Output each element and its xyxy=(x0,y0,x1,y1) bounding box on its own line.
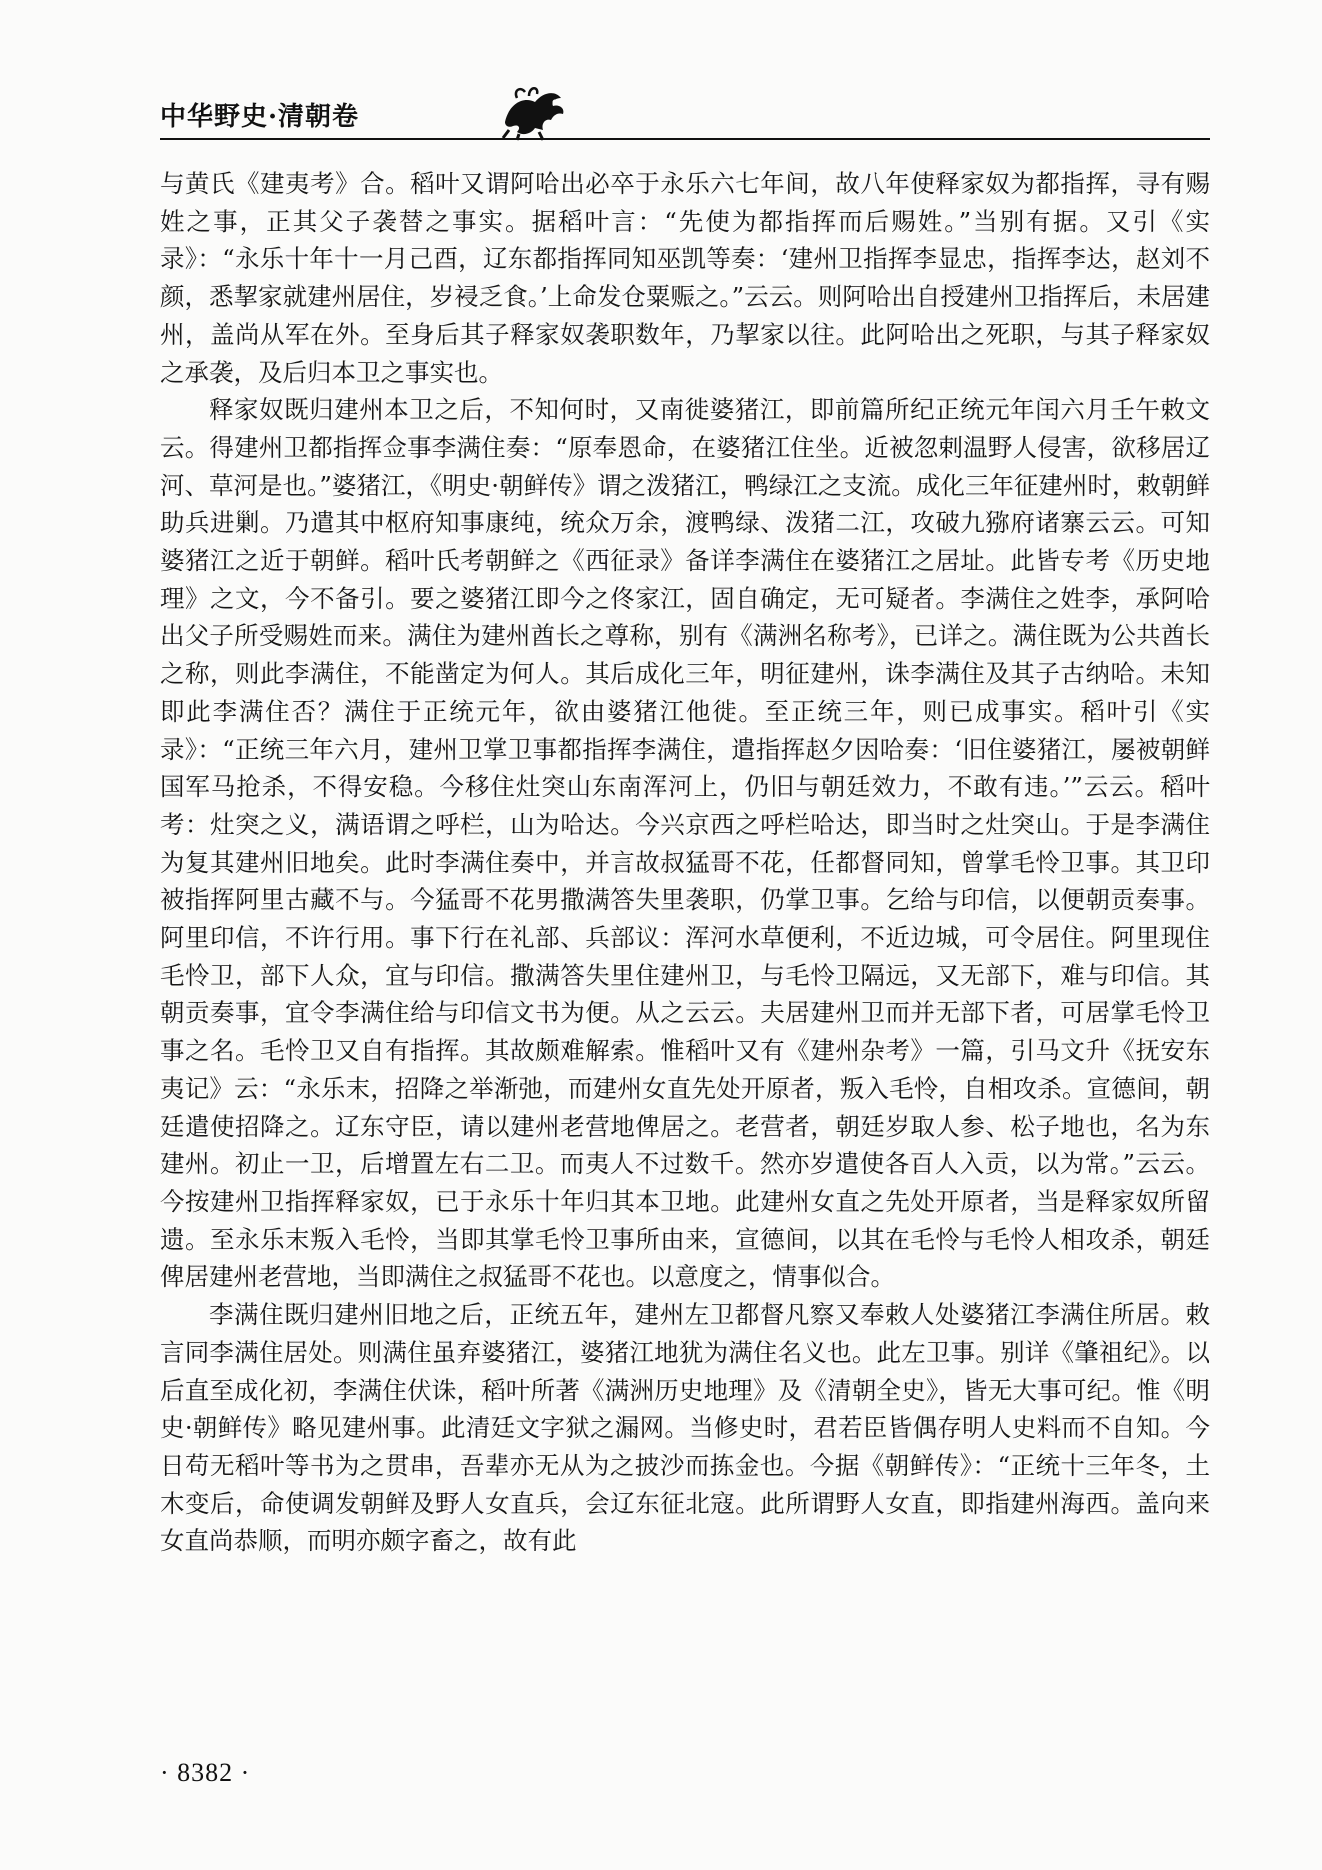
running-header xyxy=(160,88,1210,148)
dragon-emblem-icon xyxy=(495,82,575,142)
paragraph: 李满住既归建州旧地之后，正统五年，建州左卫都督凡察又奉敕人处婆猪江李满住所居。敕言同李满住居处。则满住虽弃婆猪江，婆猪江地犹为满住名义也。此左卫事。别详《肇祖纪》。以后直至成化初，李满住伏诛，稻叶所著《满洲历史地理》及《清朝全史》，皆无大事可纪。惟《明史·朝鲜传》略见建州事。此清廷文字狱之漏网。当修史时，君若臣皆偶存明人史料而不自知。今日苟无稻叶等书为之贯串，吾辈亦无从为之披沙而拣金也。今据《朝鲜传》：“正统十三年冬，土木变后，命使调发朝鲜及野人女直兵，会辽东征北寇。此所谓野人女直，即指建州海西。盖向来女直尚恭顺，而明亦颇字畜之，故有此 xyxy=(160,1300,1210,1556)
main-text xyxy=(160,165,1210,1560)
header-rule xyxy=(160,138,1210,140)
paragraph: 与黄氏《建夷考》合。稻叶又谓阿哈出必卒于永乐六七年间，故八年使释家奴为都指挥，寻有赐姓之事，正其父子袭替之事实。据稻叶言：“先使为都指挥而后赐姓。”当别有据。又引《实录》：“永乐十年十一月己酉，辽东都指挥同知巫凯等奏：‘建州卫指挥李显忠，指挥李达，赵刘不颜，悉挈家就建州居住，岁祲乏食。’上命发仓粟赈之。”云云。则阿哈出自授建州卫指挥后，未居建州，盖尚从军在外。至身后其子释家奴袭职数年，乃挈家以往。此阿哈出之死职，与其子释家奴之承袭，及后归本卫之事实也。 xyxy=(160,169,1210,387)
paragraph: 释家奴既归建州本卫之后，不知何时，又南徙婆猪江，即前篇所纪正统元年闰六月壬午敕文云。得建州卫都指挥佥事李满住奏：“原奉恩命，在婆猪江住坐。近被忽剌温野人侵害，欲移居辽河、草河是也。”婆猪江，《明史·朝鲜传》谓之泼猪江，鸭绿江之支流。成化三年征建州时，敕朝鲜助兵进剿。乃遣其中枢府知事康纯，统众万余，渡鸭绿、泼猪二江，攻破九猕府诸寨云云。可知婆猪江之近于朝鲜。稻叶氏考朝鲜之《西征录》备详李满住在婆猪江之居址。此皆专考《历史地理》之文，今不备引。要之婆猪江即今之佟家江，固自确定，无可疑者。李满住之姓李，承阿哈出父子所受赐姓而来。满住为建州酋长之尊称，别有《满洲名称考》，已详之。满住既为公共酋长之称，则此李满住，不能凿定为何人。其后成化三年，明征建州，诛李满住及其子古纳哈。未知即此李满住否？满住于正统元年，欲由婆猪江他徙。至正统三年，则已成事实。稻叶引《实录》：“正统三年六月，建州卫掌卫事都指挥李满住，遣指挥赵夕因哈奏：‘旧住婆猪江，屡被朝鲜国军马抢杀，不得安稳。今移住灶突山东南浑河上，仍旧与朝廷效力，不敢有违。’”云云。稻叶考：灶突之义，满语谓之呼栏，山为哈达。今兴京西之呼栏哈达，即当时之灶突山。于是李满住为复其建州旧地矣。此时李满住奏中，并言故叔猛哥不花，任都督同知，曾掌毛怜卫事。其卫印被指挥阿里古藏不与。今猛哥不花男撒满答失里袭职，仍掌卫事。乞给与印信，以便朝贡奏事。阿里印信，不许行用。事下行在礼部、兵部议：浑河水草便利，不近边城，可令居住。阿里现住毛怜卫，部下人众，宜与印信。撒满答失里住建州卫，与毛怜卫隔远，又无部下，难与印信。其朝贡奏事，宜令李满住给与印信文书为便。从之云云。夫居建州卫而并无部下者，可居掌毛怜卫事之名。毛怜卫又自有指挥。其故颇难解索。惟稻叶又有《建州杂考》一篇，引马文升《抚安东夷记》云：“永乐末，招降之举渐弛，而建州女直先处开原者，叛入毛怜，自相攻杀。宣德间，朝廷遣使招降之。辽东守臣，请以建州老营地俾居之。老营者，朝廷岁取人参、松子地也，名为东建州。初止一卫，后增置左右二卫。而夷人不过数千。然亦岁遣使各百人入贡，以为常。”云云。今按建州卫指挥释家奴，已于永乐十年归其本卫地。此建州女直之先处开原者，当是释家奴所留遗。至永乐末叛入毛怜，当即其掌毛怜卫事所由来，宣德间，以其在毛怜与毛怜人相攻杀，朝廷俾居建州老营地，当即满住之叔猛哥不花也。以意度之，情事似合。 xyxy=(160,395,1210,1292)
book-series-title: 中华野史·清朝卷 xyxy=(160,102,360,132)
page-number: · 8382 · xyxy=(160,1758,251,1787)
